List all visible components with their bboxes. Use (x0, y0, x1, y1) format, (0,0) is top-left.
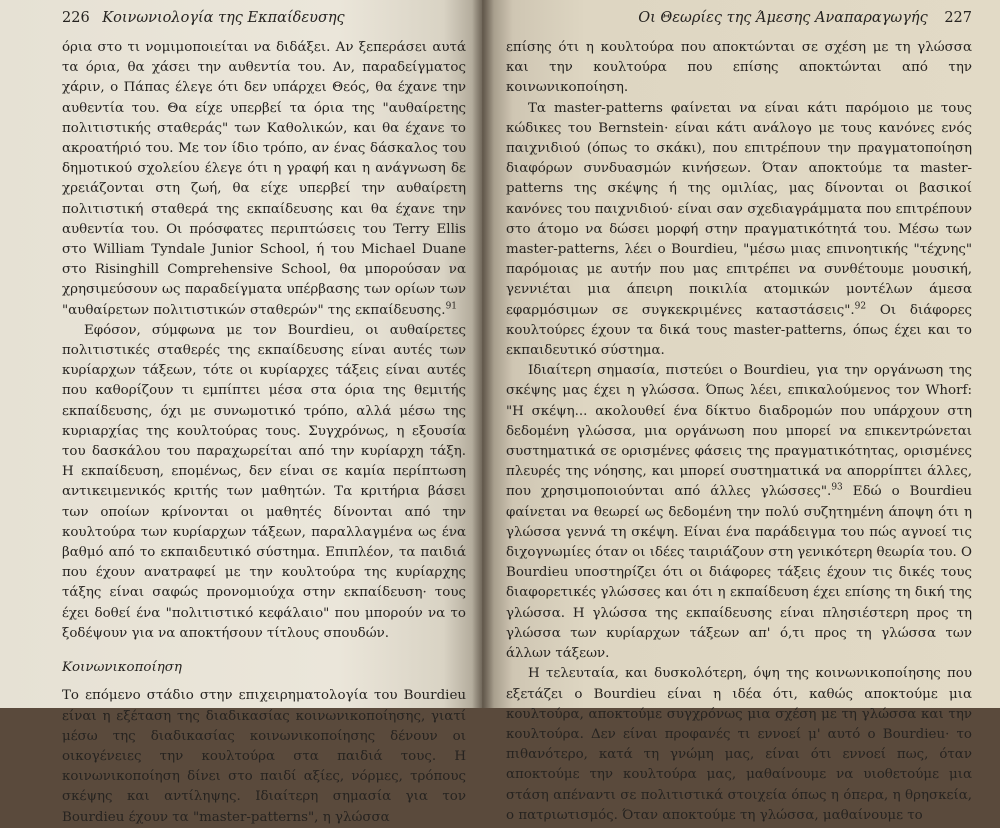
right-running-title: Οι Θεωρίες της Άμεσης Αναπαραγωγής (638, 10, 928, 26)
footnote-marker: 92 (854, 301, 867, 312)
left-page-text (62, 38, 466, 828)
paragraph: Η τελευταία, και δυσκολότερη, όψη της κοινωνικοποίησης που εξετάζει ο Bourdieu είναι η ιδέα ότι, καθώς αποκτούμε μια κουλτούρα, αποκτούμε συγχρόνως μια σχέση με τη γλώσσα και την κουλτούρα. Δεν είναι προφανές τι εννοεί μ' αυτό ο Bourdieu· το πιθανότερο, κατά τη γνώμη μας, είναι ότι εννοεί πως, όταν αποκτούμε την κουλτούρα μας, μαθαίνουμε να υιοθετούμε μια στάση απέναντι σε πολιτιστικά στοιχεία όπως η όπερα, η θρησκεία, ο πατριωτισμός. Όταν αποκτούμε τη γλώσσα, μαθαίνουμε το (506, 666, 972, 823)
paragraph: Ιδιαίτερη σημασία, πιστεύει ο Bourdieu, για την οργάνωση της σκέψης μας έχει η γλώσσα. Όπως λέει, επικαλούμενος τον Whorf: "Η σκέψη... ακολουθεί ένα δίκτυο διαδρομών που υπάρχουν στη δεδομένη γλώσσα, μια οργάνωση που μπορεί να επικεντρώνεται συστηματικά σε ορισμένες φάσεις της πραγματικότητας, ορισμένες πλευρές της νόησης, και μπορεί συστηματικά να απορρίπτει άλλες, που χρησιμοποιούνται από άλλες γλώσσες".$^{93}$ Εδώ ο Bourdieu φαίνεται να θεωρεί ως δεδομένη την πολύ συζητημένη άποψη ότι η γλώσσα γεννά τη σκέψη. Είναι ένα παράδειγμα του πώς αγνοεί τις διχογνωμίες όταν οι ιδέες ταιριάζουν στη γενικότερη θεωρία του. Ο Bourdieu υποστηρίζει ότι οι διάφορες τάξεις έχουν τις δικές τους διαφορετικές γλώσσες και ότι η εκπαίδευση έχει επίσης τη δική της γλώσσα. Η γλώσσα της εκπαίδευσης είναι πλησιέστερη προς τη γλώσσα των κυρίαρχων τάξεων απ' ό,τι προς τη γλώσσα των άλλων τάξεων. (506, 363, 972, 662)
paragraph: Εφόσον, σύμφωνα με τον Bourdieu, οι αυθαίρετες πολιτιστικές σταθερές της εκπαίδευσης είναι αυτές των κυρίαρχων τάξεων, τότε οι κυρίαρχες τάξεις είναι αυτές που καθορίζουν τι εμπίπτει μέσα στα όρια της θεμιτής εκπαίδευσης, όχι με συνωμοτικό τρόπο, αλλά μέσω της κυριαρχίας της κουλτούρας τους. Συγχρόνως, η εξουσία του δασκάλου του παραχωρείται από την κυρίαρχη τάξη. Η εκπαίδευση, επομένως, δεν είναι σε καμία περίπτωση αντικειμενικός κριτής των μαθητών. Τα κριτήρια βάσει των οποίων κρίνονται οι μαθητές δίνονται από την κουλτούρα των κυρίαρχων τάξεων, παραλλαγμένα ως ένα βαθμό από το εκπαιδευτικό σύστημα. Επιπλέον, τα παιδιά που έχουν ανατραφεί με την κουλτούρα της κυρίαρχης τάξης είναι σαφώς προνομιούχα στην εκπαίδευση· τους έχει δοθεί ένα "πολιτιστικό κεφάλαιο" που μπορούν να το ξοδέψουν για να αποκτήσουν τίτλους σπουδών. (62, 322, 466, 641)
paragraph: όρια στο τι νομιμοποιείται να διδάξει. Αν ξεπεράσει αυτά τα όρια, θα χάσει την αυθεντία του. Αν, παραδείγματος χάριν, ο Πάπας έλεγε ότι δεν υπάρχει Θεός, θα έχανε την αυθεντία του. Θα είχε υπερβεί τα όρια της "αυθαίρετης πολιτιστικής σταθεράς" των Καθολικών, και θα έχανε το ακροατήριό του. Με τον ίδιο τρόπο, αν ένας δάσκαλος του δημοτικού σχολείου έλεγε ότι η γραφή και η ανάγνωση δε χρειάζονται στη ζωή, θα είχε υπερβεί την αυθαίρετη πολιτιστική σταθερά της εκπαίδευσης και θα έχανε την αυθεντία του. Οι πρόσφατες περιπτώσεις του Terry Ellis στο William Tyndale Junior School, ή του Michael Duane στο Risinghill Comprehensive School, θα μπορούσαν να χρησιμεύσουν ως παραδείγματα υπέρβασης των ορίων των "αυθαίρετων πολιτιστικών σταθερών" της εκπαίδευσης.$^{91}$ (62, 40, 466, 318)
left-page (0, 0, 482, 825)
paragraph: Το επόμενο στάδιο στην επιχειρηματολογία του Bourdieu είναι η εξέταση της διαδικασίας κοινωνικοποίησης, γιατί μέσω της διαδικασίας κοινωνικοποίησης δένουν οι οικογένειες την κουλτούρα στα παιδιά τους. Η κοινωνικοποίηση δίνει στο παιδί αξίες, νόρμες, τρόπους σκέψης και αντίληψης. Ιδιαίτερη σημασία για τον Bourdieu έχουν τα "master-patterns", η γλώσσα (62, 688, 466, 825)
left-running-head (62, 8, 466, 28)
footnote-marker: 91 (445, 301, 458, 312)
right-page-text (506, 38, 972, 826)
section-heading: Κοινωνικοποίηση (62, 660, 182, 676)
book-spine-shadow (472, 0, 494, 708)
right-page (482, 0, 1000, 823)
paragraph: επίσης ότι η κουλτούρα που αποκτώνται σε σχέση με τη γλώσσα και την κουλτούρα που επίσης αποκτώνται από την κοινωνικοποίηση. (506, 40, 972, 96)
right-page-number: 227 (944, 10, 972, 26)
footnote-marker: 93 (831, 483, 843, 493)
left-running-title: Κοινωνιολογία της Εκπαίδευσης (102, 10, 345, 26)
right-running-head (506, 8, 972, 28)
left-page-number: 226 (62, 10, 90, 26)
paragraph: Τα master-patterns φαίνεται να είναι κάτι παρόμοιο με τους κώδικες του Bernstein· είναι κάτι ανάλογο με τους κανόνες ενός παιχνιδιού (όπως το σκάκι), που επιτρέπουν την πραγματοποίηση διαφόρων συνδυασμών κινήσεων. Όταν αποκτούμε τα master-patterns της σκέψης ή της ομιλίας, μας δίνονται οι βασικοί κανόνες του παιχνιδιού· είναι σαν σχεδιαγράμματα που επιτρέπουν στο άτομο να δώσει μορφή στην πραγματικότητά του. Μέσω των master-patterns, λέει ο Bourdieu, "μέσω μιας επινοητικής "τέχνης" παρόμοιας με αυτήν που μας επιτρέπει να συνθέτουμε μουσική, γεννιέται μια άπειρη ποικιλία ατομικών μοντέλων άμεσα εφαρμόσιμων σε συγκεκριμένες καταστάσεις".$^{92}$ Οι διάφορες κουλτούρες έχουν τα δικά τους master-patterns, όπως έχει και το εκπαιδευτικό σύστημα. (506, 100, 973, 359)
